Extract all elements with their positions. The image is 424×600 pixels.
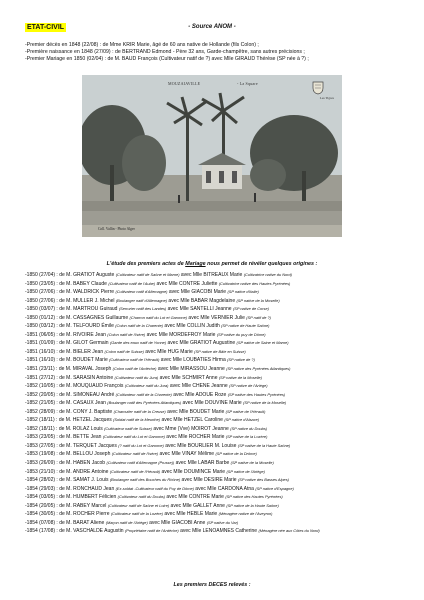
bride-note: (SP native de la Drôme) bbox=[215, 451, 257, 457]
entry-connector: : de bbox=[55, 306, 67, 313]
marriage-entry bbox=[25, 348, 415, 357]
marriage-entry bbox=[25, 433, 415, 442]
groom-note: (Cultivateur natif de l'Hérault) bbox=[109, 468, 161, 474]
entry-connector: : de bbox=[55, 289, 67, 296]
marriage-entry bbox=[25, 331, 415, 340]
groom-name: M. HUMBERT Félicien bbox=[66, 494, 117, 501]
marriage-entry bbox=[25, 527, 415, 536]
groom-note: (Propriétaire natif de l'Ardèche) bbox=[124, 528, 179, 534]
entry-date: -1850 (03/12) bbox=[25, 323, 56, 330]
entry-date: -1853 (23/05) bbox=[25, 434, 56, 441]
entry-connector: : de bbox=[55, 434, 67, 441]
groom-note: (Cultivateur natif de Suisse) bbox=[104, 425, 152, 431]
groom-name: M. MULLER J. Michel bbox=[66, 297, 115, 304]
groom-name: M. ROCHER Pierre bbox=[66, 511, 110, 518]
groom-name: M. BIELER Jean bbox=[66, 348, 104, 355]
groom-note: (Colon natif de l'Isère) bbox=[107, 331, 146, 337]
section-tag: ETAT-CIVIL bbox=[27, 24, 65, 31]
entry-connector: avec bbox=[155, 280, 169, 287]
entry-connector: avec bbox=[156, 366, 170, 373]
entry-connector: avec bbox=[168, 383, 182, 390]
entry-date: -1852 (21/05) bbox=[25, 400, 56, 407]
groom-note: (Serrurier natif des Landes) bbox=[118, 306, 167, 312]
entry-connector: : de bbox=[55, 374, 67, 381]
groom-note: (Cultivateur natif de la Charente) bbox=[115, 391, 172, 397]
groom-note: (Cultivateur natif de Saône et Loire) bbox=[107, 502, 170, 508]
entry-connector: : de bbox=[55, 460, 67, 467]
entry-date: -1854 (29/03) bbox=[25, 485, 56, 492]
marriage-entry bbox=[25, 493, 415, 502]
groom-name: M. GRATIOT Auguste bbox=[66, 272, 115, 278]
entry-connector: : de bbox=[55, 331, 67, 338]
bride-name: Mme (Vve) MOIROT Jeanne bbox=[165, 425, 229, 432]
entry-date: -1851 (16/10) bbox=[25, 348, 56, 355]
marriage-entry bbox=[25, 425, 415, 434]
groom-name: M. GILOT Germain bbox=[66, 340, 109, 347]
bride-name: Mlle SANTELLI Jeanne bbox=[179, 306, 232, 313]
entry-connector: : de bbox=[55, 477, 67, 484]
bride-note: (SP native de l'Hérault) bbox=[225, 408, 266, 414]
entry-date: -1852 (18/11) bbox=[25, 425, 55, 432]
marriage-entry bbox=[25, 442, 415, 451]
marriage-entry bbox=[25, 416, 415, 425]
bride-name: Mlle GIACOBI Anne bbox=[161, 519, 206, 526]
groom-note: (Colon natif de Suisse) bbox=[104, 348, 144, 354]
entry-connector: avec bbox=[143, 348, 158, 355]
crest-icon bbox=[310, 81, 326, 95]
groom-name: M. VASCHALDE Augustin bbox=[66, 528, 124, 535]
bride-note: (SP native de la Lozère) bbox=[225, 434, 268, 440]
entry-connector: avec bbox=[164, 434, 179, 441]
bride-note: (SP natif de ?) bbox=[246, 314, 271, 320]
entry-connector: avec bbox=[158, 374, 172, 381]
crest-caption: Les Tigres bbox=[319, 96, 334, 100]
bride-note: (SP native des Basses Alpes) bbox=[237, 477, 289, 483]
groom-note: (Cultivateur natif de l'Hérault) bbox=[109, 357, 160, 363]
bride-name: Mlle DOUMINCE Marie bbox=[173, 468, 226, 475]
bride-note: (SP native de la Moselle) bbox=[230, 460, 274, 466]
entry-connector: avec bbox=[180, 477, 194, 484]
entry-connector: avec bbox=[165, 494, 179, 501]
entry-connector: avec bbox=[158, 451, 172, 458]
groom-name: M. WALDRICK Pierre bbox=[66, 289, 115, 296]
entry-date: -1851 (23/11) bbox=[25, 366, 55, 373]
entry-date: -1852 (10/05) bbox=[25, 383, 56, 390]
groom-note: (Colon natif de la Charente) bbox=[115, 323, 164, 329]
entry-connector: : de bbox=[55, 391, 67, 398]
bride-note: (SP native de Bâle en Suisse) bbox=[194, 348, 246, 354]
groom-name: M. ROLAZ Louis bbox=[65, 425, 103, 432]
entry-connector: avec bbox=[178, 528, 193, 535]
bride-name: Mlle MORDEFROY Marie bbox=[158, 331, 216, 338]
entry-date: -1853 (26/09) bbox=[25, 460, 56, 467]
bride-note: (SP native de l'Ariège) bbox=[226, 468, 265, 474]
intro-line: -Première naissance en 1848 (27/09) : de BERTRAND Edmond - Père 32 ans, Garde-champêtre, sans autres précisions ; bbox=[25, 49, 305, 56]
entry-connector: avec bbox=[167, 289, 181, 296]
entry-connector: : de bbox=[54, 425, 66, 432]
marriage-entry bbox=[25, 339, 415, 348]
groom-note: (Cultivateur natif de Saône et Marne) bbox=[115, 272, 180, 277]
groom-name: M. SAMAT J. Louis bbox=[66, 477, 109, 484]
bride-note: (SP native de l'Ariège) bbox=[229, 383, 268, 389]
entry-date: -1850 (27/04) bbox=[25, 272, 56, 278]
groom-name: M. ANDRE Antoine bbox=[66, 468, 109, 475]
entry-connector: : de bbox=[55, 314, 67, 321]
groom-note: (Cultivateur natif d'Allemagne) bbox=[115, 289, 168, 295]
entry-connector: avec bbox=[181, 400, 195, 407]
bride-name: Mlle BOURLIER M. Louise bbox=[177, 442, 237, 449]
entry-connector: : de bbox=[55, 280, 67, 287]
entry-connector: avec bbox=[171, 391, 186, 398]
marriage-section-title: L'étude des premiers actes de Mariage nous permet de révéler quelques origines : bbox=[106, 261, 318, 267]
marriage-entry bbox=[25, 450, 415, 459]
entry-connector: avec bbox=[187, 314, 201, 321]
entry-date: -1852 (18/11) bbox=[25, 417, 55, 424]
entry-date: -1853 (27/05) bbox=[25, 442, 56, 449]
entry-connector: avec bbox=[163, 511, 177, 518]
groom-note: (? natif du Lot et Garonne) bbox=[118, 442, 164, 448]
entry-connector: : de bbox=[54, 417, 66, 424]
groom-note: (Cultivateur natif du Jura) bbox=[124, 383, 169, 389]
intro-block bbox=[25, 42, 410, 64]
entry-connector: : de bbox=[55, 485, 67, 492]
entry-connector: avec bbox=[179, 272, 193, 278]
bride-note: (SP native des Pyrénées Atlantiques) bbox=[226, 366, 291, 372]
bride-name: Mlle HETZEL Caroline bbox=[173, 417, 223, 424]
entry-date: -1850 (23/05) bbox=[25, 280, 56, 287]
bride-note: (SP native de la Moselle) bbox=[243, 400, 287, 406]
source-line: - Source ANOM - bbox=[188, 24, 236, 30]
bride-name: Mlle HEBLE Marie bbox=[176, 511, 218, 518]
entry-connector: avec bbox=[166, 306, 180, 313]
postcard-photo bbox=[82, 75, 342, 237]
bride-name: Mlle BABAR Magdelaine bbox=[180, 297, 236, 304]
marriage-entry bbox=[25, 322, 415, 331]
bride-name: Mlle GIACOBI Marie bbox=[180, 289, 227, 296]
entry-date: -1854 (28/02) bbox=[25, 477, 56, 484]
marriage-list bbox=[25, 271, 415, 536]
entry-connector: : de bbox=[55, 451, 67, 458]
groom-note: (Soldat natif de la Meurthe) bbox=[113, 417, 161, 423]
marriage-entry bbox=[25, 459, 415, 468]
groom-note: (Cultivateur natif de l'Aube) bbox=[108, 280, 156, 286]
entry-connector: avec bbox=[193, 485, 208, 492]
entry-connector: : de bbox=[55, 511, 67, 518]
marriage-entry bbox=[25, 408, 415, 417]
entry-date: -1854 (07/08) bbox=[25, 519, 56, 526]
entry-date: -1851 (06/05) bbox=[25, 331, 56, 338]
entry-connector: avec bbox=[160, 468, 174, 475]
groom-note: (Ex-soldat -Cultivateur natif du Puy de Dôme) bbox=[115, 485, 194, 491]
groom-name: M. BETTE Jean bbox=[66, 434, 102, 441]
entry-date: -1854 (30/05) bbox=[25, 511, 56, 518]
bride-note: (SP native du Var) bbox=[206, 519, 239, 525]
entry-connector: : de bbox=[55, 383, 67, 390]
marriage-entry bbox=[25, 485, 415, 494]
bride-name: Mlle VINAY Mélime bbox=[171, 451, 215, 458]
entry-connector: avec bbox=[159, 357, 173, 364]
bride-name: Mlle COLLIN Judith bbox=[176, 323, 220, 330]
bride-note: (SP native du Doubs) bbox=[230, 425, 268, 431]
entry-connector: : de bbox=[55, 494, 67, 501]
entry-connector: : de bbox=[55, 528, 67, 535]
groom-note: (Boulanger natif d'Allemagne) bbox=[115, 297, 168, 303]
marriage-entry bbox=[25, 510, 415, 519]
bride-name: Mlle DESIRE Marie bbox=[193, 477, 237, 484]
groom-name: M. RIVOIRE Jean bbox=[66, 331, 106, 338]
marriage-entry bbox=[25, 280, 415, 289]
bride-name: Mlle SCHMIRT Anne bbox=[171, 374, 218, 381]
bride-note: (SP native d'Alsace) bbox=[224, 417, 260, 423]
groom-name: M. BABEY Claude bbox=[66, 280, 107, 287]
groom-name: M. RABEY Marcel bbox=[66, 502, 107, 509]
entry-connector: avec bbox=[169, 502, 183, 509]
groom-name: M. BELLOU Joseph bbox=[66, 451, 111, 458]
bride-note: (SP native de Corse) bbox=[232, 306, 269, 312]
entry-connector: : de bbox=[55, 357, 67, 364]
marriage-entry bbox=[25, 476, 415, 485]
groom-note: (Cultivateur natif du Jura) bbox=[114, 374, 159, 380]
entry-connector: avec bbox=[167, 297, 181, 304]
entry-connector: : de bbox=[55, 442, 67, 449]
groom-name: M. TELFOURD Émile bbox=[66, 323, 114, 330]
bride-note: (Cultivatrice native des Hautes Pyrénées) bbox=[218, 280, 291, 286]
bride-name: Mlle ROCHER Marie bbox=[178, 434, 225, 441]
entry-connector: avec bbox=[165, 408, 180, 415]
entry-connector: avec bbox=[145, 331, 159, 338]
groom-note: (Maçon natif de l'Ariège) bbox=[105, 519, 148, 525]
bride-name: Mlle ADOUE Roze bbox=[185, 391, 227, 398]
groom-note: (Garde des eaux natif de Yonne) bbox=[109, 340, 167, 346]
groom-note: (Cultivateur natif de l'Isère) bbox=[111, 451, 159, 457]
bride-note: (SP native des Hautes Pyrénées) bbox=[227, 391, 286, 397]
bride-note: (SP native de la Moselle) bbox=[218, 374, 262, 380]
entry-connector: avec bbox=[151, 425, 166, 432]
bride-name: Mlle CHENE Jeanne bbox=[181, 383, 228, 390]
entry-date: -1851 (16/10) bbox=[25, 357, 56, 364]
entry-date: -1853 (19/08) bbox=[25, 451, 56, 458]
groom-name: M. BARAT Aliene bbox=[66, 519, 105, 526]
groom-name: M. CONY J. Baptiste bbox=[66, 408, 113, 415]
intro-line: -Premier Mariage en 1850 (02/04) : de M. BAUD François (Cultivateur natif de ?) avec Mlle GIRAUD Thérèse (SP née à ?) ; bbox=[25, 56, 309, 63]
bride-note: (SP native de Haute Saône) bbox=[221, 323, 270, 329]
marriage-entry bbox=[25, 391, 415, 400]
bride-name: Mlle GALLET Anne bbox=[182, 502, 225, 509]
entry-date: -1852 (28/09) bbox=[25, 408, 56, 415]
entry-connector: avec bbox=[163, 323, 177, 330]
entry-connector: avec bbox=[163, 442, 178, 449]
groom-name: M. BOUDET Marie bbox=[66, 357, 108, 364]
groom-name: M. SIMONEAU André bbox=[66, 391, 115, 398]
marriage-entry bbox=[25, 365, 415, 374]
groom-note: (Boulanger natif des Bouches du Rhône) bbox=[109, 477, 181, 483]
entry-date: -1850 (01/12) bbox=[25, 314, 56, 321]
entry-date: -1851 (01/09) bbox=[25, 340, 56, 347]
entry-connector: : de bbox=[55, 400, 67, 407]
entry-connector: : de bbox=[55, 348, 67, 355]
groom-note: (Cultivateur natif du Doubs) bbox=[117, 494, 166, 500]
bride-name: Mlle BITREAUX Marie bbox=[192, 272, 243, 278]
marriage-entry bbox=[25, 288, 415, 297]
postcard-caption-right: - La Square bbox=[237, 81, 258, 86]
entry-connector: : de bbox=[55, 408, 67, 415]
entry-date: -1851 (27/12) bbox=[25, 374, 56, 381]
entry-date: -1850 (27/06) bbox=[25, 289, 56, 296]
entry-connector: avec bbox=[160, 417, 174, 424]
bride-name: Mlle BOUDET Marie bbox=[179, 408, 225, 415]
postcard-caption-left: MOUZAIAVILLE bbox=[168, 81, 201, 86]
bride-note: (SP native de la Moselle) bbox=[236, 297, 280, 303]
groom-name: M. MOUQUAUD François bbox=[66, 383, 124, 390]
groom-note: (Charcutier natif de la Creuse) bbox=[113, 408, 166, 414]
groom-name: M. HETZEL Jacques bbox=[65, 417, 112, 424]
entry-connector: : de bbox=[55, 323, 67, 330]
marriage-entry bbox=[25, 305, 415, 314]
bride-note: (Ménagère native de l'Aveyron) bbox=[218, 511, 273, 517]
bride-note: (SP native du puy de Dôme) bbox=[216, 331, 266, 337]
groom-note: (Cultivateur natif du Lot et Garonne) bbox=[102, 434, 165, 440]
bride-note: (SP native d'Italie) bbox=[227, 289, 259, 295]
marriage-entry bbox=[25, 502, 415, 511]
marriage-entry bbox=[25, 519, 415, 528]
bride-name: Mlle CARDONA Atna bbox=[207, 485, 254, 492]
page-header bbox=[0, 23, 424, 33]
highlight-word: Mariage bbox=[185, 261, 206, 267]
groom-name: M. RONCHAUD Jean bbox=[66, 485, 115, 492]
deaths-heading: Les premiers DECES relevés : bbox=[173, 582, 251, 588]
entry-connector: : de bbox=[55, 297, 67, 304]
marriage-entry bbox=[25, 314, 415, 323]
bride-name: Mlle LOUBATIES Hirma bbox=[172, 357, 226, 364]
entry-connector: avec bbox=[147, 519, 162, 526]
entry-date: -1854 (20/05) bbox=[25, 502, 56, 509]
entry-connector: : de bbox=[55, 502, 67, 509]
entry-date: -1854 (17/08) bbox=[25, 528, 56, 535]
groom-name: M. HABEN Jacob bbox=[66, 460, 106, 467]
groom-name: M. TERQUET Jacques bbox=[66, 442, 117, 449]
entry-connector: : de bbox=[54, 366, 66, 373]
bride-name: Mlle LENOAMNES Catherine bbox=[192, 528, 258, 535]
marriage-entry bbox=[25, 356, 415, 365]
bride-note: (SP native des Hautes Pyrénées) bbox=[225, 494, 283, 500]
bride-note: (SP native de la Haute Saône) bbox=[237, 442, 291, 448]
entry-connector: avec bbox=[166, 340, 180, 347]
entry-date: -1850 (27/06) bbox=[25, 297, 56, 304]
marriage-entry bbox=[25, 382, 415, 391]
bride-name: Mlle CONTRE Juliette bbox=[168, 280, 218, 287]
entry-date: -1853 (21/10) bbox=[25, 468, 56, 475]
bride-note: (Ménagère née aux Côtes du Nord) bbox=[258, 528, 320, 534]
entry-connector: : de bbox=[55, 340, 67, 347]
groom-name: M. CASAUX Jean bbox=[66, 400, 106, 407]
entry-connector: : de bbox=[55, 519, 67, 526]
bride-note: (SP native de la Haute Saône) bbox=[226, 502, 279, 508]
marriage-entry bbox=[25, 399, 415, 408]
entry-connector: : de bbox=[55, 272, 67, 278]
bride-name: Mlle HUG Marie bbox=[157, 348, 193, 355]
marriage-entry bbox=[25, 297, 415, 306]
bride-name: Mlle DOUVINE Marie bbox=[194, 400, 242, 407]
entry-connector: : de bbox=[55, 468, 67, 475]
bride-name: Mlle LABAR Barbe bbox=[187, 460, 230, 467]
bride-name: Mlle CONTRE Marie bbox=[178, 494, 224, 501]
entry-date: -1850 (03/07) bbox=[25, 306, 56, 313]
marriage-entry bbox=[25, 468, 415, 477]
groom-note: (Colon natif de l'Ardèche) bbox=[112, 366, 157, 372]
bride-name: Mlle MIRASSOU Jeanne bbox=[169, 366, 225, 373]
groom-note: (Cultivateur natif d'Allemagne (Prusse)) bbox=[106, 460, 175, 466]
bride-note: (SP native d'Espagne) bbox=[255, 485, 294, 491]
groom-name: M. MARTROU Guiraud bbox=[66, 306, 118, 313]
groom-note: (Boulanger natif des Pyrénées Atlantiques) bbox=[107, 400, 182, 406]
entry-date: -1852 (20/05) bbox=[25, 391, 56, 398]
groom-name: M. SARASIN Antoine bbox=[66, 374, 114, 381]
bride-note: (SP native de ?) bbox=[227, 357, 255, 363]
groom-note: (Cultivateur natif de la Lozère) bbox=[110, 511, 164, 517]
postcard-credit: Coll. Vallin - Photo Alger bbox=[98, 227, 135, 231]
groom-name: M. MIRAVAL Joseph bbox=[65, 366, 112, 373]
marriage-entry bbox=[25, 271, 415, 280]
intro-line: -Premier décès en 1848 (22/08) : de Mme KRIR Marie, âgé de 60 ans native de Hollande (fils Colon) ; bbox=[25, 42, 259, 48]
bride-note: (SP native de Saine et Marne) bbox=[236, 340, 289, 346]
entry-date: -1854 (03/05) bbox=[25, 494, 56, 501]
bride-name: Mlle GRATIOT Augustine bbox=[179, 340, 236, 347]
groom-note: (Charron natif du Lot et Garonne) bbox=[129, 314, 188, 320]
groom-name: M. CASSAGNES Guillaume bbox=[66, 314, 129, 321]
marriage-entry bbox=[25, 374, 415, 383]
bride-name: Mlle VERNIER Julie bbox=[200, 314, 245, 321]
bride-note: (Cultivatrice native du Nord) bbox=[243, 272, 292, 277]
entry-connector: avec bbox=[174, 460, 188, 467]
postcard-scene bbox=[82, 75, 342, 237]
